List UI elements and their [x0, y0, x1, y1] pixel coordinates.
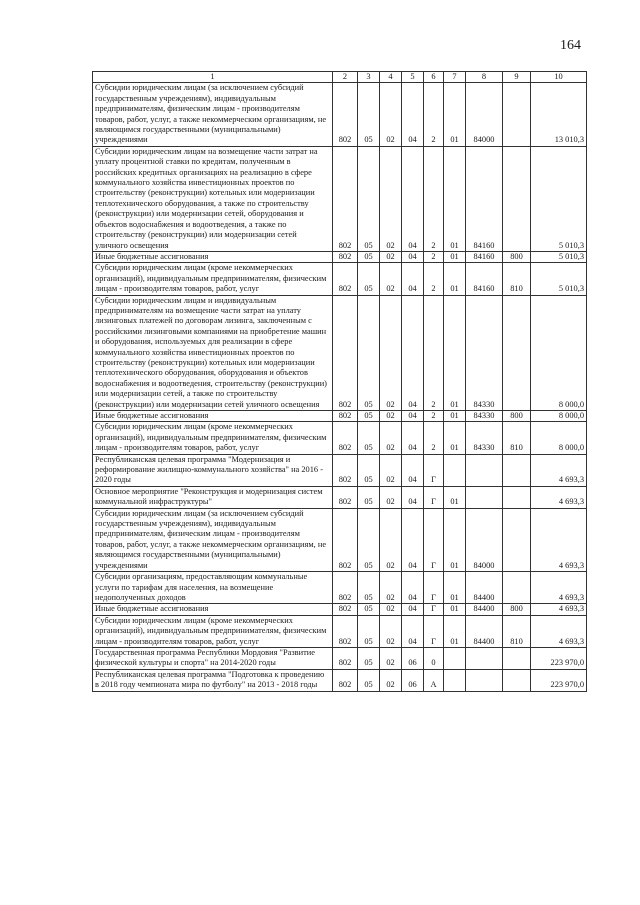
direction-code: 84160 [466, 263, 503, 295]
subsection-code: 02 [380, 604, 402, 615]
program-code: 04 [402, 251, 424, 262]
section-code: 05 [358, 508, 380, 571]
section-code: 05 [358, 422, 380, 454]
section-code: 05 [358, 263, 380, 295]
section-code: 05 [358, 604, 380, 615]
subprogram-code: Г [424, 454, 444, 486]
program-code: 04 [402, 83, 424, 146]
admin-code: 802 [333, 146, 358, 251]
subprogram-code: Г [424, 486, 444, 508]
row-description: Республиканская целевая программа "Подготовка к проведению в 2018 году чемпионата мира по футболу" на 2013 - 2018 годы [93, 669, 333, 691]
event-code: 01 [444, 146, 466, 251]
event-code: 01 [444, 251, 466, 262]
header-cell: 10 [531, 72, 587, 83]
amount: 8 000,0 [531, 411, 587, 422]
section-code: 05 [358, 615, 380, 647]
subprogram-code: Г [424, 615, 444, 647]
amount: 4 693,3 [531, 604, 587, 615]
amount: 223 970,0 [531, 647, 587, 669]
expense-type-code [503, 486, 531, 508]
expense-type-code [503, 572, 531, 604]
admin-code: 802 [333, 486, 358, 508]
admin-code: 802 [333, 669, 358, 691]
table-row [93, 454, 587, 486]
event-code: 01 [444, 422, 466, 454]
admin-code: 802 [333, 647, 358, 669]
amount: 8 000,0 [531, 422, 587, 454]
amount: 5 010,3 [531, 263, 587, 295]
expense-type-code [503, 669, 531, 691]
direction-code: 84400 [466, 572, 503, 604]
section-code: 05 [358, 647, 380, 669]
event-code: 01 [444, 83, 466, 146]
budget-table [92, 71, 587, 692]
subsection-code: 02 [380, 83, 402, 146]
header-cell: 5 [402, 72, 424, 83]
row-description: Основное мероприятие "Реконструкция и модернизация систем коммунальной инфраструктуры" [93, 486, 333, 508]
program-code: 04 [402, 604, 424, 615]
admin-code: 802 [333, 251, 358, 262]
amount: 13 010,3 [531, 83, 587, 146]
event-code: 01 [444, 295, 466, 410]
direction-code: 84330 [466, 295, 503, 410]
admin-code: 802 [333, 508, 358, 571]
direction-code [466, 647, 503, 669]
section-code: 05 [358, 83, 380, 146]
subsection-code: 02 [380, 669, 402, 691]
program-code: 04 [402, 146, 424, 251]
direction-code: 84160 [466, 251, 503, 262]
expense-type-code: 810 [503, 615, 531, 647]
section-code: 05 [358, 251, 380, 262]
row-description: Субсидии юридическим лицам (кроме некоммерческих организаций), индивидуальным предпринимателям, физическим лицам - производителям товаров, работ, услуг [93, 615, 333, 647]
expense-type-code: 810 [503, 263, 531, 295]
subsection-code: 02 [380, 454, 402, 486]
program-code: 04 [402, 615, 424, 647]
expense-type-code [503, 508, 531, 571]
header-cell: 4 [380, 72, 402, 83]
subsection-code: 02 [380, 411, 402, 422]
header-cell: 8 [466, 72, 503, 83]
admin-code: 802 [333, 454, 358, 486]
subprogram-code: 2 [424, 251, 444, 262]
amount: 223 970,0 [531, 669, 587, 691]
subprogram-code: Г [424, 572, 444, 604]
table-row [93, 263, 587, 295]
subprogram-code: А [424, 669, 444, 691]
program-code: 04 [402, 486, 424, 508]
row-description: Иные бюджетные ассигнования [93, 411, 333, 422]
subprogram-code: 2 [424, 146, 444, 251]
section-code: 05 [358, 572, 380, 604]
direction-code: 84400 [466, 604, 503, 615]
row-description: Субсидии юридическим лицам (за исключением субсидий государственным учреждениям), индивидуальным предпринимателям, физическим лицам - производителям товаров, работ, услуг, а также некоммерческим организациям, не являющимся государственными (муниципальными) учреждениями [93, 83, 333, 146]
table-header-row [93, 72, 587, 83]
expense-type-code [503, 647, 531, 669]
row-description: Субсидии организациям, предоставляющим коммунальные услуги по тарифам для населения, на возмещение недополученных доходов [93, 572, 333, 604]
program-code: 04 [402, 295, 424, 410]
section-code: 05 [358, 669, 380, 691]
section-code: 05 [358, 295, 380, 410]
amount: 8 000,0 [531, 295, 587, 410]
admin-code: 802 [333, 83, 358, 146]
admin-code: 802 [333, 411, 358, 422]
amount: 4 693,3 [531, 454, 587, 486]
subprogram-code: 2 [424, 422, 444, 454]
amount: 4 693,3 [531, 486, 587, 508]
amount: 5 010,3 [531, 251, 587, 262]
subprogram-code: Г [424, 508, 444, 571]
section-code: 05 [358, 411, 380, 422]
expense-type-code: 800 [503, 411, 531, 422]
direction-code: 84160 [466, 146, 503, 251]
table-row [93, 572, 587, 604]
event-code: 01 [444, 263, 466, 295]
subsection-code: 02 [380, 146, 402, 251]
admin-code: 802 [333, 604, 358, 615]
header-cell: 7 [444, 72, 466, 83]
direction-code: 84400 [466, 615, 503, 647]
section-code: 05 [358, 146, 380, 251]
admin-code: 802 [333, 422, 358, 454]
subsection-code: 02 [380, 422, 402, 454]
row-description: Иные бюджетные ассигнования [93, 251, 333, 262]
row-description: Иные бюджетные ассигнования [93, 604, 333, 615]
event-code [444, 669, 466, 691]
row-description: Субсидии юридическим лицам (кроме некоммерческих организаций), индивидуальным предпринимателям, физическим лицам - производителям товаров, работ, услуг [93, 422, 333, 454]
table-row [93, 604, 587, 615]
row-description: Республиканская целевая программа "Модернизация и реформирование жилищно-коммунального хозяйства" на 2016 - 2020 годы [93, 454, 333, 486]
subsection-code: 02 [380, 295, 402, 410]
table-row [93, 411, 587, 422]
row-description: Субсидии юридическим лицам на возмещение части затрат на уплату процентной ставки по кредитам, полученным в российских кредитных организациях на реализацию в сфере коммунального хозяйства инвестиционных проектов по строительству (реконструкции) котельных или модернизации теплотехнического оборудования, а также по строительству (реконструкции) или модернизации сетей, оборудования и объектов водоснабжения и водоотведения, а также по строительству (реконструкции) или модернизации сетей уличного освещения [93, 146, 333, 251]
header-cell: 3 [358, 72, 380, 83]
header-cell: 1 [93, 72, 333, 83]
event-code: 01 [444, 486, 466, 508]
subprogram-code: 2 [424, 411, 444, 422]
event-code [444, 647, 466, 669]
row-description: Субсидии юридическим лицам (за исключением субсидий государственным учреждениям), индивидуальным предпринимателям, физическим лицам - производителям товаров, работ, услуг, а также некоммерческим организациям, не являющимся государственными (муниципальными) учреждениями [93, 508, 333, 571]
direction-code [466, 454, 503, 486]
header-cell: 6 [424, 72, 444, 83]
amount: 4 693,3 [531, 508, 587, 571]
subsection-code: 02 [380, 615, 402, 647]
header-cell: 9 [503, 72, 531, 83]
subsection-code: 02 [380, 251, 402, 262]
table-row [93, 295, 587, 410]
direction-code: 84000 [466, 83, 503, 146]
subprogram-code: 0 [424, 647, 444, 669]
subprogram-code: 2 [424, 295, 444, 410]
event-code: 01 [444, 604, 466, 615]
program-code: 04 [402, 508, 424, 571]
program-code: 06 [402, 647, 424, 669]
event-code: 01 [444, 572, 466, 604]
table-row [93, 647, 587, 669]
amount: 4 693,3 [531, 572, 587, 604]
table-row [93, 486, 587, 508]
expense-type-code [503, 146, 531, 251]
direction-code [466, 669, 503, 691]
expense-type-code [503, 83, 531, 146]
admin-code: 802 [333, 295, 358, 410]
program-code: 04 [402, 422, 424, 454]
program-code: 06 [402, 669, 424, 691]
table-row [93, 146, 587, 251]
direction-code: 84330 [466, 411, 503, 422]
program-code: 04 [402, 572, 424, 604]
expense-type-code: 800 [503, 604, 531, 615]
subsection-code: 02 [380, 647, 402, 669]
table-row [93, 422, 587, 454]
header-cell: 2 [333, 72, 358, 83]
expense-type-code: 800 [503, 251, 531, 262]
table-row [93, 615, 587, 647]
row-description: Субсидии юридическим лицам (кроме некоммерческих организаций), индивидуальным предпринимателям, физическим лицам - производителям товаров, работ, услуг [93, 263, 333, 295]
program-code: 04 [402, 411, 424, 422]
subprogram-code: 2 [424, 83, 444, 146]
direction-code: 84330 [466, 422, 503, 454]
program-code: 04 [402, 454, 424, 486]
table-row [93, 669, 587, 691]
page-number: 164 [560, 38, 581, 53]
admin-code: 802 [333, 263, 358, 295]
admin-code: 802 [333, 615, 358, 647]
row-description: Государственная программа Республики Мордовия "Развитие физической культуры и спорта" на 2014-2020 годы [93, 647, 333, 669]
row-description: Субсидии юридическим лицам и индивидуальным предпринимателям на возмещение части затрат на уплату лизинговых платежей по договорам лизинга, заключенным с российскими лизинговыми компаниями на приобретение машин и оборудования, используемых для реализации в сфере коммунального хозяйства инвестиционных проектов по строительству (реконструкции) котельных или модернизации теплотехнического оборудования, оборудования и объектов водоснабжения и водоотведения, строительству (реконструкции) или модернизации сетей, а также по строительству (реконструкции) или модернизации сетей уличного освещения [93, 295, 333, 410]
section-code: 05 [358, 454, 380, 486]
event-code: 01 [444, 508, 466, 571]
table-row [93, 83, 587, 146]
expense-type-code: 810 [503, 422, 531, 454]
admin-code: 802 [333, 572, 358, 604]
amount: 5 010,3 [531, 146, 587, 251]
expense-type-code [503, 295, 531, 410]
subsection-code: 02 [380, 508, 402, 571]
event-code: 01 [444, 411, 466, 422]
table-row [93, 508, 587, 571]
subsection-code: 02 [380, 486, 402, 508]
subsection-code: 02 [380, 572, 402, 604]
subprogram-code: 2 [424, 263, 444, 295]
direction-code: 84000 [466, 508, 503, 571]
event-code [444, 454, 466, 486]
table-row [93, 251, 587, 262]
expense-type-code [503, 454, 531, 486]
program-code: 04 [402, 263, 424, 295]
amount: 4 693,3 [531, 615, 587, 647]
direction-code [466, 486, 503, 508]
event-code: 01 [444, 615, 466, 647]
subprogram-code: Г [424, 604, 444, 615]
section-code: 05 [358, 486, 380, 508]
subsection-code: 02 [380, 263, 402, 295]
